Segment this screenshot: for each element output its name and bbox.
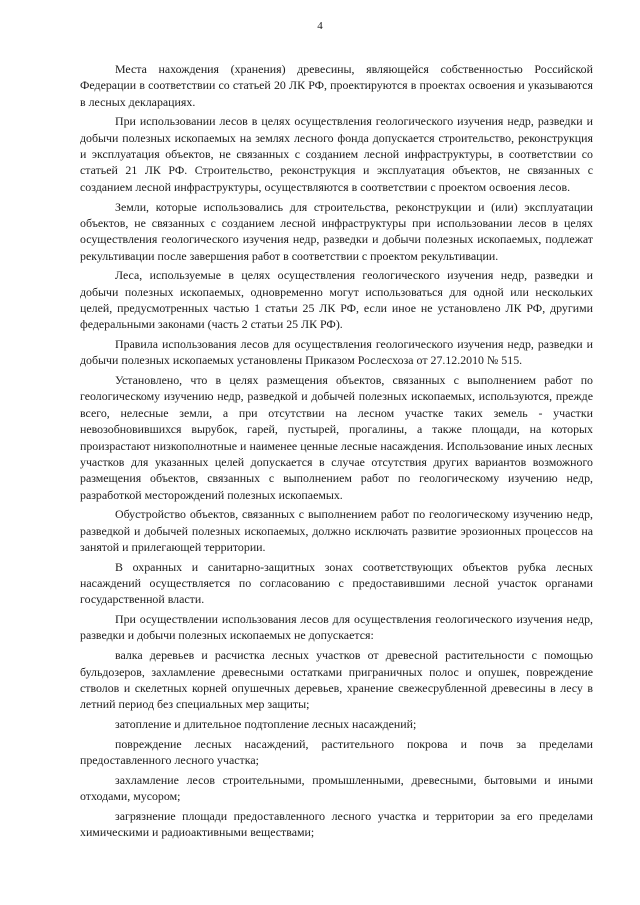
list-item-littering: захламление лесов строительными, промышленными, древесными, бытовыми и иными отходами, мусором; xyxy=(80,772,593,804)
paragraph-protection-zones: В охранных и санитарно-защитных зонах соответствующих объектов рубка лесных насаждений осуществляется по согласованию с предоставившими лесной участок органами государственной власти. xyxy=(80,559,593,607)
paragraph-multiple-use: Леса, используемые в целях осуществления геологического изучения недр, разведки и добычи полезных ископаемых, одновременно могут использоваться для одной или нескольких целей, предусмотренных частью 1 статьи 25 ЛК РФ, если иное не установлено ЛК РФ, другими федеральными законами (часть 2 статьи 25 ЛК РФ). xyxy=(80,268,593,332)
list-item-damage: повреждение лесных насаждений, растительного покрова и почв за пределами предоставленного лесного участка; xyxy=(80,736,593,768)
page-number: 4 xyxy=(317,20,323,32)
paragraph-rules-order: Правила использования лесов для осуществления геологического изучения недр, разведки и добычи полезных ископаемых установлены Приказом Рослесхоза от 27.12.2010 № 515. xyxy=(80,337,593,368)
paragraph-construction: При использовании лесов в целях осуществления геологического изучения недр, разведки и добычи полезных ископаемых на землях лесного фонда допускается строительство, реконструкция и эксплуатация объектов, не связанных с созданием лесной инфраструктуры, в соответствии со статьей 21 ЛК РФ. Строительство, реконструкция и эксплуатация объектов, не связанных с созданием лесной инфраструктуры, осуществляются в соответствии с проектом освоения лесов. xyxy=(80,114,593,194)
list-item-pollution: загрязнение площади предоставленного лесного участка и территории за его пределами химическими и радиоактивными веществами; xyxy=(80,808,593,840)
paragraph-land-recultivation: Земли, которые использовались для строительства, реконструкции и (или) эксплуатации объектов, не связанных с созданием лесной инфраструктуры при использовании лесов в целях осуществления геологического изучения недр, разведки и добычи полезных ископаемых, подлежат рекультивации после завершения работ в соответствии с проектом рекультивации. xyxy=(80,199,593,263)
list-item-felling: валка деревьев и расчистка лесных участков от древесной растительности с помощью бульдозеров, захламление древесными остатками приграничных полос и опушек, повреждение стволов и скелетных корней опушечных деревьев, хранение свежесрубленной древесины в лесу в летний период без специальных мер защиты; xyxy=(80,648,593,712)
paragraph-timber-storage: Места нахождения (хранения) древесины, являющейся собственностью Российской Федерации в соответствии со статьей 20 ЛК РФ, проектируются в проектах освоения и указываются в лесных декларациях. xyxy=(80,62,593,109)
paragraph-prohibitions-intro: При осуществлении использования лесов для осуществления геологического изучения недр, разведки и добычи полезных ископаемых не допускается: xyxy=(80,612,593,643)
paragraph-erosion: Обустройство объектов, связанных с выполнением работ по геологическому изучению недр, разведкой и добычей полезных ископаемых, должно исключать развитие эрозионных процессов на занятой и прилегающей территории. xyxy=(80,507,593,554)
document-body xyxy=(80,61,593,844)
list-item-flooding: затопление и длительное подтопление лесных насаждений; xyxy=(115,716,417,731)
paragraph-placement: Установлено, что в целях размещения объектов, связанных с выполнением работ по геологическому изучению недр, разведкой и добычей полезных ископаемых, используются, прежде всего, нелесные земли, а при отсутствии на лесном участке таких земель - участки невозобновившихся вырубок, гарей, пустырей, прогалины, а также площади, на которых произрастают низкополнотные и наименее ценные лесные насаждения. Использование иных лесных участков для указанных целей допускается в случае отсутствия других вариантов возможного размещения объектов, связанных с выполнением работ по геологическому изучению недр, разработкой месторождений полезных ископаемых. xyxy=(80,373,593,502)
